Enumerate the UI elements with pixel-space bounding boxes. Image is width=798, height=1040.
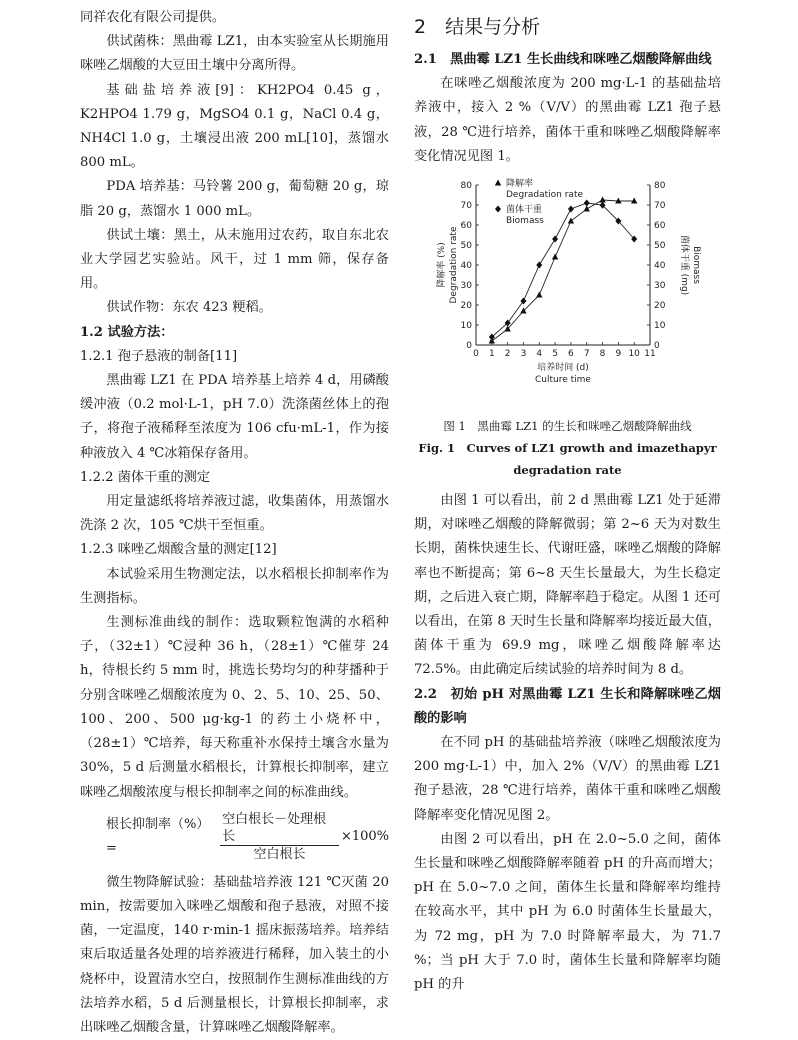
- y-tick-label-right: 60: [654, 221, 666, 232]
- x-tick-label: 5: [552, 349, 558, 360]
- paragraph: 由图 2 可以看出，pH 在 2.0~5.0 之间，菌体生长量和咪唑乙烟酸降解率随着 pH 的升高而增大；pH 在 5.0~7.0 之间，菌体生长量和降解率均维持在较高水平，其中 pH 为 6.0 时菌体生长量最大，为 72 mg，pH 为 7.0 时降解率最大，为 71.7 %；当 pH 大于 7.0 时，菌体生长量和降解率均随 pH 的升: [414, 831, 721, 993]
- paragraph: 基础盐培养液[9]：KH2PO4 0.45 g，K2HPO4 1.79 g，MgSO4 0.1 g，NaCl 0.4 g，NH4Cl 1.0 g，土壤浸出液 200 mL[10]，蒸馏水 800 mL。: [80, 82, 389, 171]
- legend-label-cn: 菌体干重: [506, 205, 543, 216]
- x-tick-label: 2: [504, 349, 511, 360]
- x-tick-label: 10: [628, 349, 640, 360]
- y-tick-label-left: 70: [460, 201, 472, 212]
- y-tick-label-left: 0: [466, 341, 472, 352]
- x-tick-label: 6: [568, 349, 574, 360]
- figure-caption-cn: 图 1 黑曲霉 LZ1 的生长和咪唑乙烟酸降解曲线: [443, 419, 692, 434]
- data-point-triangle: [631, 198, 637, 204]
- y-tick-label-right: 70: [654, 201, 666, 212]
- formula-denominator: 空白根长: [253, 846, 306, 862]
- subsection-heading: 1.2.3 咪唑乙烟酸含量的测定[12]: [80, 542, 277, 558]
- x-tick-label: 8: [599, 349, 606, 360]
- y-tick-label-right: 80: [654, 181, 666, 192]
- paragraph: 用定量滤纸将培养液过滤，收集菌体，用蒸馏水洗涤 2 次，105 ℃烘干至恒重。: [80, 494, 389, 534]
- figure-1-chart: [414, 169, 721, 415]
- data-point-diamond: [552, 236, 558, 243]
- paragraph: 同祥农化有限公司提供。: [80, 10, 226, 25]
- y-tick-label-left: 20: [460, 301, 472, 312]
- x-tick-label: 11: [644, 349, 656, 360]
- y-tick-label-right: 20: [654, 301, 666, 312]
- x-axis-label-cn: 培养时间 (d): [537, 363, 589, 374]
- y-axis-label-left-en: Degradation rate: [449, 226, 459, 304]
- figure-caption-en: Fig. 1 Curves of LZ1 growth and imazethapyr: [418, 441, 717, 456]
- y-tick-label-left: 80: [460, 181, 472, 192]
- paragraph: 供试菌株：黑曲霉 LZ1，由本实验室从长期施用咪唑乙烟酸的大豆田土壤中分离所得。: [80, 34, 389, 74]
- legend-label-en: Biomass: [506, 216, 544, 227]
- formula-lhs: 根长抑制率（%）=: [106, 816, 210, 856]
- subsection-heading: 2.2 初始 pH 对黑曲霉 LZ1 生长和降解咪唑乙烟酸的影响: [414, 686, 721, 726]
- x-tick-label: 0: [473, 349, 479, 360]
- y-tick-label-left: 30: [460, 281, 472, 292]
- formula-fraction: [220, 811, 339, 863]
- y-tick-label-right: 40: [654, 261, 666, 272]
- x-axis-label-en: Culture time: [535, 375, 591, 386]
- data-point-triangle: [599, 197, 605, 203]
- data-point-diamond: [536, 262, 542, 269]
- formula: [106, 811, 389, 863]
- paragraph: 本试验采用生物测定法，以水稻根长抑制率作为生测指标。: [80, 566, 389, 606]
- data-point-triangle: [552, 254, 558, 260]
- left-column: [80, 6, 389, 1040]
- y-tick-label-right: 10: [654, 321, 666, 332]
- paragraph: 由图 1 可以看出，前 2 d 黑曲霉 LZ1 处于延滞期，对咪唑乙烟酸的降解微弱；第 2~6 天为对数生长期，菌株快速生长、代谢旺盛，咪唑乙烟酸的降解率也不断提高；第 6~8 天生长量最大，为生长稳定期，之后进入衰亡期，降解率趋于稳定。从图 1 还可以看出，在第 8 天时生长量和降解率均接近最大值，菌体干重为 69.9 mg，咪唑乙烟酸降解率达 72.5%。由此确定后续试验的培养时间为 8 d。: [414, 493, 721, 678]
- section-heading: 1.2 试验方法：: [80, 324, 174, 340]
- x-tick-label: 3: [520, 349, 527, 360]
- paragraph: 供试土壤：黑土，从未施用过农药，取自东北农业大学园艺实验站。风干，过 1 mm 筛，保存备用。: [80, 227, 389, 292]
- y-axis-label-right-en: Biomass: [691, 246, 701, 284]
- y-tick-label-right: 0: [654, 341, 660, 352]
- subsection-heading: 1.2.1 孢子悬液的制备[11]: [80, 348, 238, 364]
- paragraph: 黑曲霉 LZ1 在 PDA 培养基上培养 4 d，用磷酸缓冲液（0.2 mol·L-1，pH 7.0）洗涤菌丝体上的孢子，将孢子液稀释至浓度为 106 cfu·mL-1，作为接种液放入 4 ℃冰箱保存备用。: [80, 373, 389, 461]
- data-point-diamond: [568, 206, 574, 213]
- y-tick-label-right: 30: [654, 281, 666, 292]
- paragraph: 生测标准曲线的制作：选取颗粒饱满的水稻种子，（32±1）℃浸种 36 h，（28±1）℃催芽 24 h，待根长约 5 mm 时，挑选长势均匀的种芽播种于分别含咪唑乙烟酸浓度为 0、2、5、10、25、50、100、200、500 μg·kg-1 的药土小烧杯中，（28±1）℃培养，每天称重补水保持土壤含水量为 30%，5 d 后测量水稻根长，计算根长抑制率，建立咪唑乙烟酸浓度与根长抑制率之间的标准曲线。: [80, 615, 389, 800]
- y-tick-label-left: 50: [460, 241, 472, 252]
- y-tick-label-right: 50: [654, 241, 666, 252]
- data-point-triangle: [568, 218, 574, 224]
- data-point-triangle: [536, 292, 542, 298]
- y-axis-label-left-cn: 降解率 (%): [437, 242, 447, 288]
- x-tick-label: 7: [583, 349, 590, 360]
- paragraph: 在不同 pH 的基础盐培养液（咪唑乙烟酸浓度为 200 mg·L-1）中，加入 2%（V/V）的黑曲霉 LZ1 孢子悬液，28 ℃进行培养，菌体干重和咪唑乙烟酸降解率变化情况见图 2。: [414, 735, 721, 823]
- x-tick-label: 1: [488, 349, 495, 360]
- section-title: 2 结果与分析: [414, 16, 541, 38]
- formula-rhs: ×100%: [340, 828, 389, 844]
- subsection-heading: 1.2.2 菌体干重的测定: [80, 469, 211, 485]
- paragraph: 微生物降解试验：基础盐培养液 121 ℃灭菌 20 min，按需要加入咪唑乙烟酸和孢子悬液，对照不接菌，一定温度，140 r·min-1 摇床振荡培养。培养结束后取适量各处理的培养液进行稀释，加入装土的小烧杯中，设置清水空白，按照制作生测标准曲线的方法培养水稻，5 d 后测量根长，计算根长抑制率，求出咪唑乙烟酸含量，计算咪唑乙烟酸降解率。: [80, 874, 389, 1035]
- formula-numerator: 空白根长－处理根长: [220, 811, 339, 846]
- paragraph: PDA 培养基：马铃薯 200 g，葡萄糖 20 g，琼脂 20 g，蒸馏水 1 000 mL。: [80, 179, 389, 219]
- subsection-heading: 2.1 黑曲霉 LZ1 生长曲线和咪唑乙烟酸降解曲线: [414, 52, 712, 67]
- y-tick-label-left: 10: [460, 321, 472, 332]
- y-tick-label-left: 60: [460, 221, 472, 232]
- paragraph: 在咪唑乙烟酸浓度为 200 mg·L-1 的基础盐培养液中，接入 2 %（V/V）的黑曲霉 LZ1 孢子悬液，28 ℃进行培养，菌体干重和咪唑乙烟酸降解率变化情况见图 1。: [414, 76, 721, 164]
- legend-marker-triangle: [495, 180, 501, 186]
- y-tick-label-left: 40: [460, 261, 472, 272]
- legend-label-cn: 降解率: [506, 179, 534, 190]
- paragraph: 供试作物：东农 423 粳稻。: [106, 300, 272, 316]
- right-column: [414, 6, 721, 997]
- x-tick-label: 9: [615, 349, 622, 360]
- legend-marker-diamond: [495, 206, 501, 213]
- y-axis-label-right-cn: 菌体干重 (mg): [679, 234, 689, 296]
- legend-label-en: Degradation rate: [506, 190, 584, 201]
- figure-caption-en: degradation rate: [513, 463, 622, 478]
- x-tick-label: 4: [536, 349, 543, 360]
- data-point-diamond: [584, 200, 590, 207]
